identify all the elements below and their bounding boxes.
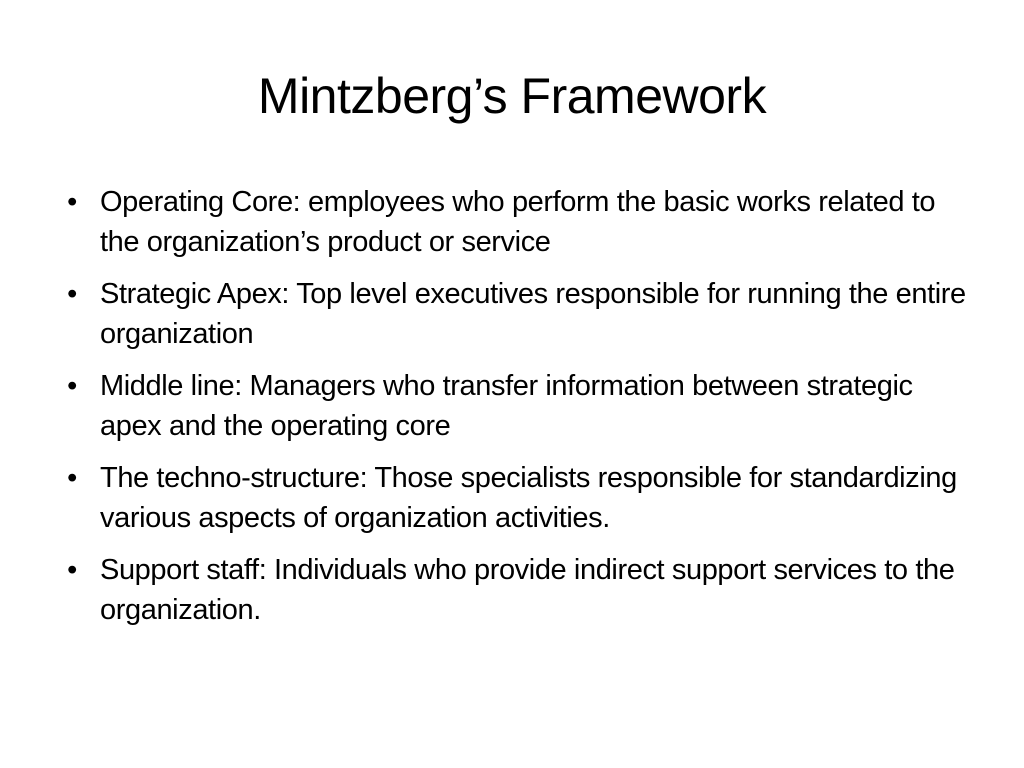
bullet-icon: • [67,186,77,218]
list-item-support-staff [62,550,972,630]
list-item-strategic-apex [62,274,972,354]
bullet-icon: • [67,278,77,310]
bullet-list [62,182,972,642]
list-item-text: The techno-structure: Those specialists responsible for standardizing various aspects of organization activities. [100,462,957,534]
list-item-text: Strategic Apex: Top level executives responsible for running the entire organization [100,278,966,350]
slide-title: Mintzberg’s Framework [257,68,767,124]
list-item-text: Support staff: Individuals who provide indirect support services to the organization. [100,554,955,626]
list-item-text: Middle line: Managers who transfer information between strategic apex and the operating core [100,370,913,442]
list-item-text: Operating Core: employees who perform the basic works related to the organization’s product or service [100,186,936,258]
bullet-icon: • [67,554,77,586]
bullet-icon: • [67,462,77,494]
list-item-middle-line [62,366,972,446]
list-item-operating-core [62,182,972,262]
list-item-techno-structure [62,458,972,538]
bullet-icon: • [67,370,77,402]
